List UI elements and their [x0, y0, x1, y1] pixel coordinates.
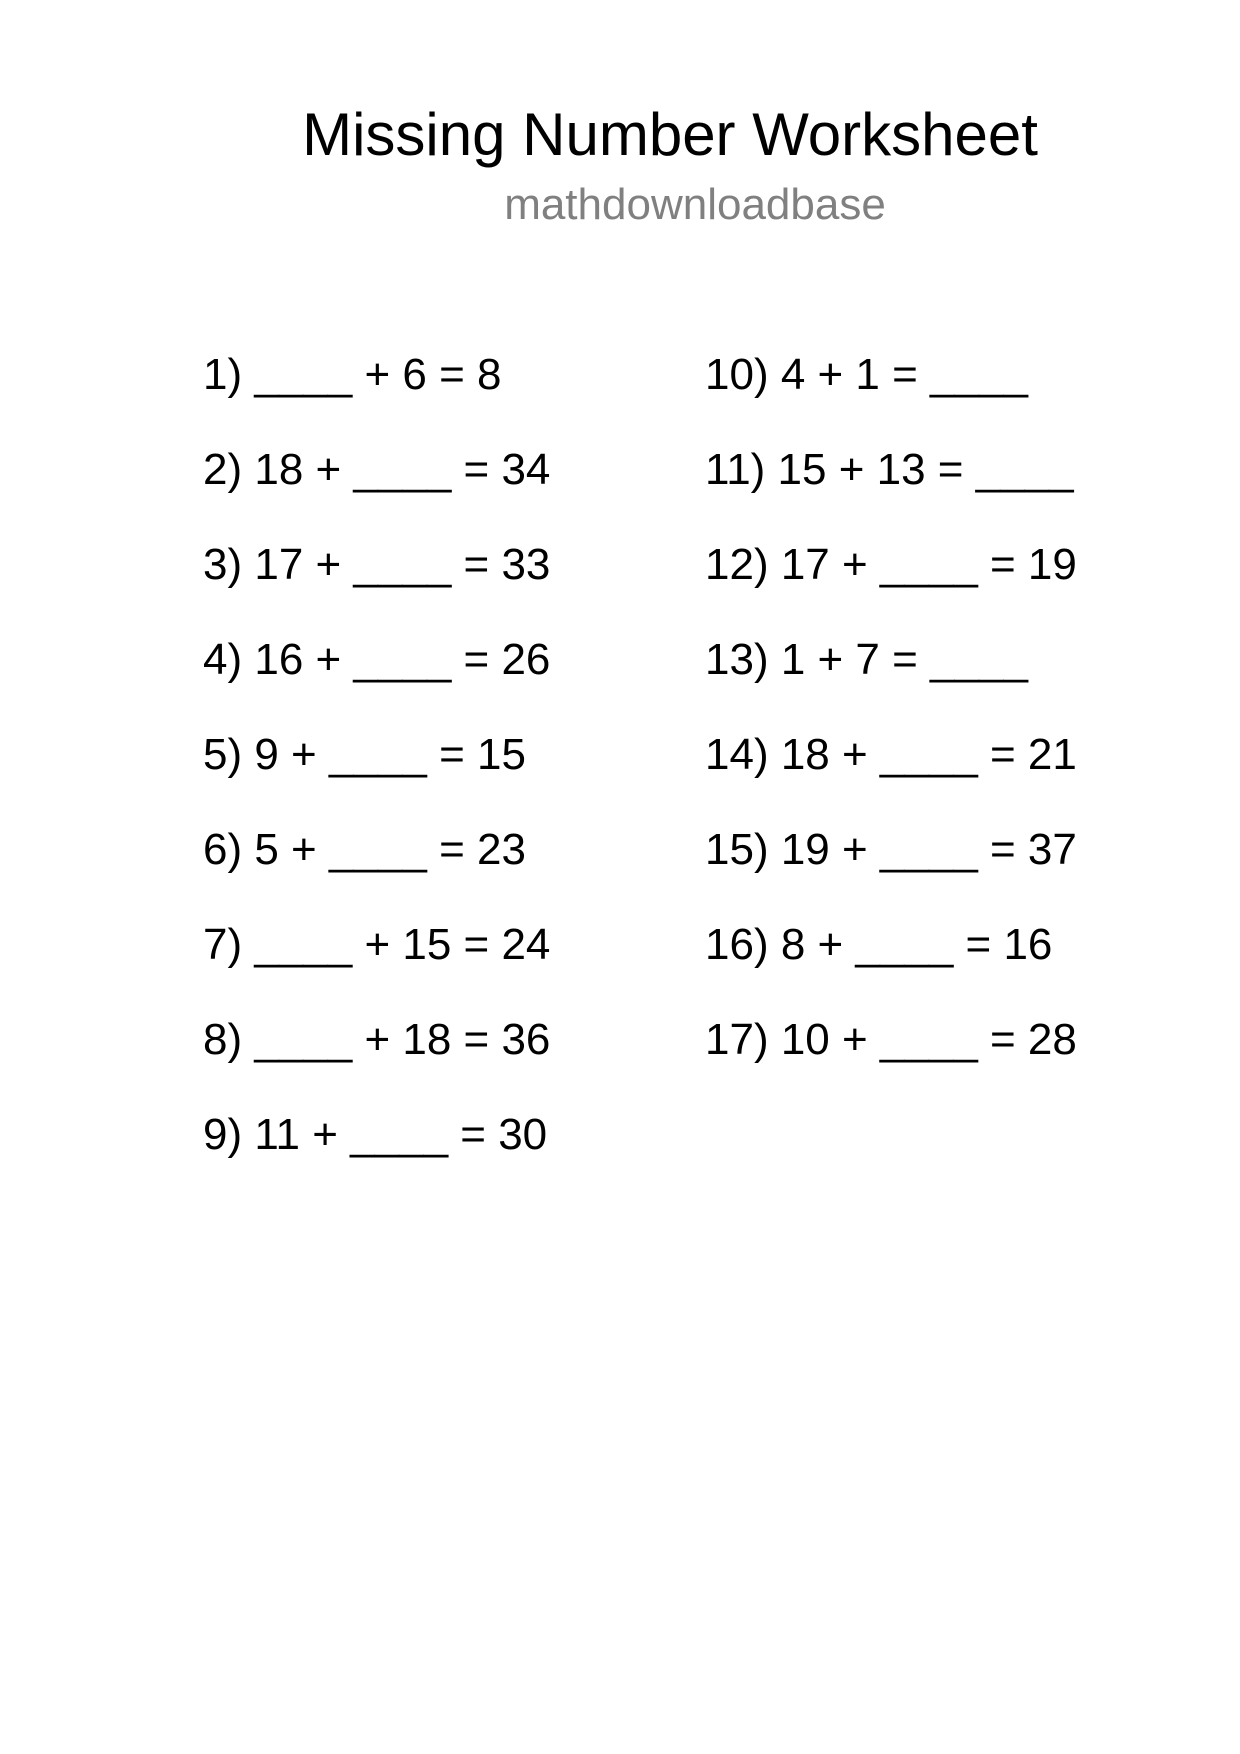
problem-item: 3) 17 + ____ = 33	[203, 540, 551, 589]
problem-item: 7) ____ + 15 = 24	[203, 920, 551, 969]
page-subtitle: mathdownloadbase	[504, 180, 886, 229]
problem-item: 14) 18 + ____ = 21	[705, 730, 1077, 779]
problem-item: 9) 11 + ____ = 30	[203, 1110, 548, 1159]
problem-column-left	[203, 350, 550, 1205]
problem-item: 16) 8 + ____ = 16	[705, 920, 1053, 969]
problem-item: 8) ____ + 18 = 36	[203, 1015, 551, 1064]
problem-item: 10) 4 + 1 = ____	[705, 350, 1028, 399]
page-title: Missing Number Worksheet	[302, 101, 1038, 168]
problem-item: 1) ____ + 6 = 8	[203, 350, 502, 399]
problem-item: 2) 18 + ____ = 34	[203, 445, 551, 494]
problem-item: 17) 10 + ____ = 28	[705, 1015, 1077, 1064]
problem-item: 5) 9 + ____ = 15	[203, 730, 526, 779]
problem-column-right	[705, 350, 1077, 1110]
problem-item: 4) 16 + ____ = 26	[203, 635, 551, 684]
problem-item: 11) 15 + 13 = ____	[705, 445, 1074, 494]
problem-item: 12) 17 + ____ = 19	[705, 540, 1077, 589]
problem-item: 6) 5 + ____ = 23	[203, 825, 526, 874]
problem-item: 15) 19 + ____ = 37	[705, 825, 1077, 874]
problem-item: 13) 1 + 7 = ____	[705, 635, 1028, 684]
